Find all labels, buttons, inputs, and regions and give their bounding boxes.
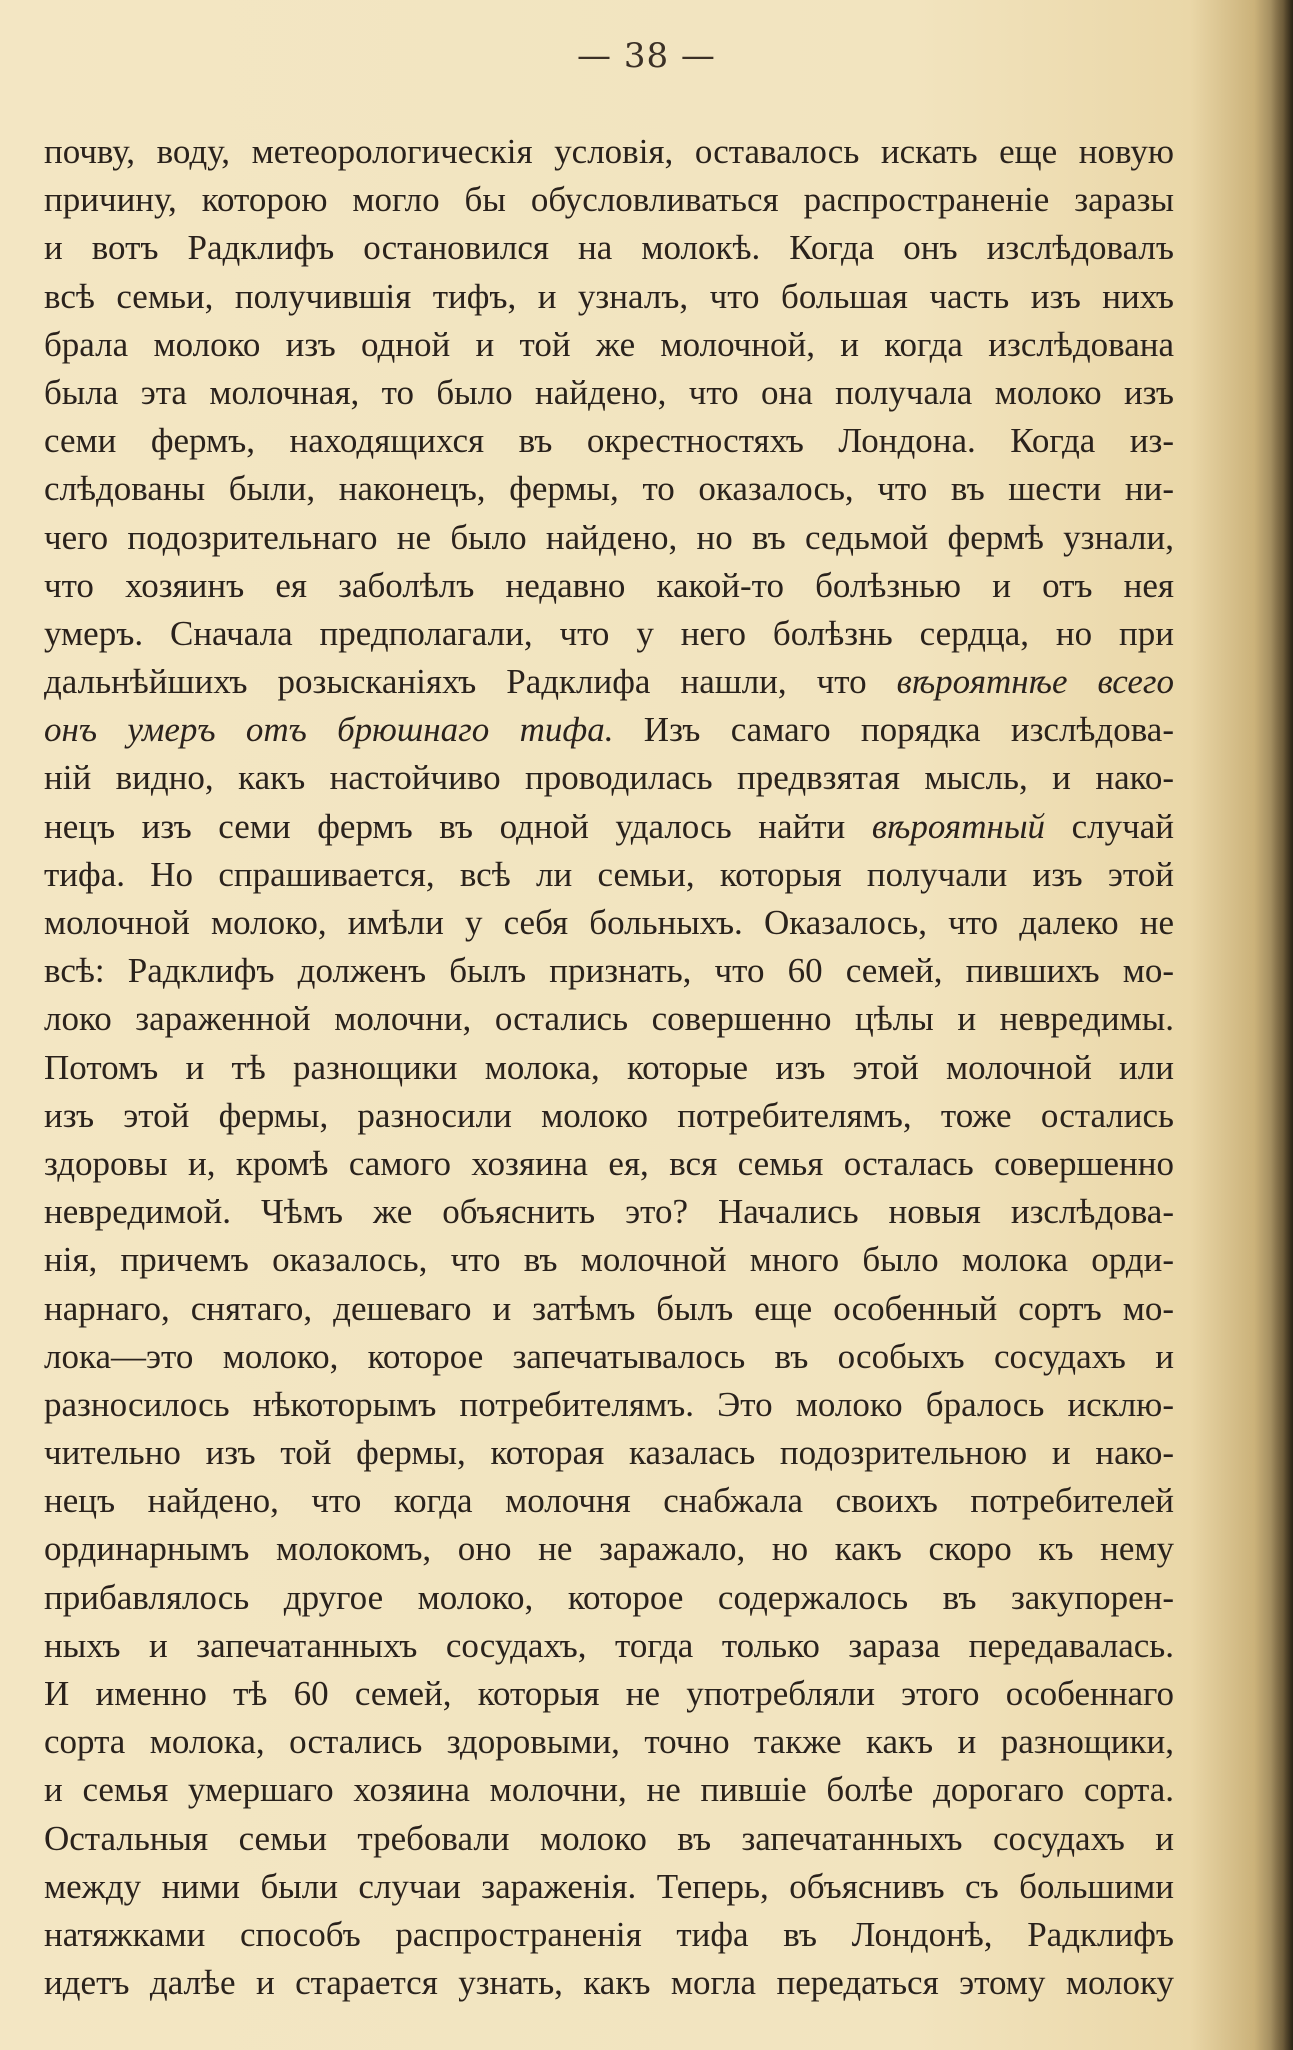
italic-text-segment: вѣроятный (871, 806, 1046, 846)
italic-text-segment: вѣроятнѣе всего (896, 662, 1175, 702)
text-segment: И именно тѣ 60 семей, которыя не употребляли этого особеннаго (44, 1674, 1174, 1713)
text-segment: ныхъ и запечатанныхъ сосудахъ, тогда только зараза передавалась. (44, 1625, 1174, 1665)
text-line (44, 1188, 1174, 1236)
text-segment: натяжками способъ распространенія тифа въ Лондонѣ, Радклифъ (44, 1914, 1174, 1954)
text-segment: и семья умершаго хозяина молочни, не пившіе болѣе дорогаго сорта. (44, 1770, 1174, 1810)
text-line (44, 1140, 1174, 1188)
text-segment: сорта молока, остались здоровыми, точно также какъ и разнощики, (44, 1722, 1174, 1762)
text-segment: нарнаго, снятаго, дешеваго и затѣмъ былъ еще особенный сортъ мо- (44, 1288, 1174, 1328)
text-segment: семи фермъ, находящихся въ окрестностяхъ Лондона. Когда из- (44, 421, 1174, 461)
text-segment: всѣ семьи, получившія тифъ, и узналъ, что большая часть изъ нихъ (44, 276, 1174, 316)
text-segment: ординарнымъ молокомъ, оно не заражало, но какъ скоро къ нему (44, 1529, 1174, 1569)
text-line (44, 1525, 1174, 1573)
text-segment: причину, которою могло бы обусловливаться распространеніе заразы (44, 180, 1174, 220)
text-line (44, 465, 1174, 513)
text-line (44, 1236, 1174, 1284)
text-line (44, 1574, 1174, 1622)
text-segment: Остальныя семьи требовали молоко въ запечатанныхъ сосудахъ и (44, 1818, 1174, 1858)
text-segment: чего подозрительнаго не было найдено, но въ седьмой фермѣ узнали, (44, 517, 1174, 557)
text-line (44, 1718, 1174, 1766)
text-line (44, 803, 1174, 851)
text-line (44, 1477, 1174, 1525)
text-segment: тифа. Но спрашивается, всѣ ли семьи, которыя получали изъ этой (44, 854, 1174, 894)
text-segment: идетъ далѣе и старается узнать, какъ могла передаться этому молоку (44, 1963, 1174, 2003)
text-line (44, 1911, 1174, 1959)
text-segment: всѣ: Радклифъ долженъ былъ признать, что 60 семей, пившихъ мо- (44, 951, 1174, 991)
text-line (44, 562, 1174, 610)
text-line (44, 658, 1174, 706)
text-line (44, 995, 1174, 1043)
text-line (44, 224, 1174, 272)
text-segment: ній видно, какъ настойчиво проводилась предвзятая мысль, и нако- (44, 758, 1174, 798)
page-number: — 38 — (577, 36, 716, 76)
text-segment: локо зараженной молочни, остались совершенно цѣлы и невредимы. (44, 999, 1174, 1039)
text-line (44, 1766, 1174, 1814)
text-segment: что хозяинъ ея заболѣлъ недавно какой-то болѣзнью и отъ нея (44, 565, 1174, 605)
text-segment: нецъ найдено, что когда молочня снабжала своихъ потребителей (44, 1481, 1174, 1521)
text-line (44, 1092, 1174, 1140)
text-line (44, 899, 1174, 947)
text-segment: дальнѣйшихъ розысканіяхъ Радклифа нашли, что (44, 662, 897, 702)
text-segment: невредимой. Чѣмъ же объяснить это? Начались новыя изслѣдова- (44, 1192, 1174, 1232)
text-line (44, 1959, 1174, 2007)
text-line (44, 321, 1174, 369)
italic-text-segment: онъ умеръ отъ брюшнаго тифа. (44, 710, 614, 750)
text-line (44, 128, 1174, 176)
text-line (44, 1381, 1174, 1429)
text-segment: чительно изъ той фермы, которая казалась подозрительною и нако- (44, 1433, 1174, 1473)
text-segment: нія, причемъ оказалось, что въ молочной много было молока орди- (44, 1240, 1174, 1280)
text-line (44, 1429, 1174, 1477)
text-line (44, 176, 1174, 224)
text-line (44, 1044, 1174, 1092)
text-line (44, 754, 1174, 802)
text-line (44, 851, 1174, 899)
text-line (44, 1622, 1174, 1670)
text-line (44, 417, 1174, 465)
text-segment: молочной молоко, имѣли у себя больныхъ. Оказалось, что далеко не (44, 903, 1174, 942)
text-line (44, 706, 1174, 754)
text-segment: изъ этой фермы, разносили молоко потребителямъ, тоже остались (44, 1095, 1174, 1135)
page-edge-shadow (1271, 0, 1293, 2050)
text-segment: и вотъ Радклифъ остановился на молокѣ. Когда онъ изслѣдовалъ (44, 228, 1174, 268)
text-segment: нецъ изъ семи фермъ въ одной удалось найти (44, 806, 872, 846)
text-segment: была эта молочная, то было найдено, что она получала молоко изъ (44, 372, 1174, 412)
text-line (44, 610, 1174, 658)
text-line (44, 947, 1174, 995)
text-segment: прибавлялось другое молоко, которое содержалось въ закупорен- (44, 1577, 1174, 1617)
text-segment: брала молоко изъ одной и той же молочной, и когда изслѣдована (44, 324, 1174, 364)
text-segment: умеръ. Сначала предполагали, что у него болѣзнь сердца, но при (44, 613, 1174, 653)
text-line (44, 1285, 1174, 1333)
text-line (44, 1670, 1174, 1718)
text-segment: Потомъ и тѣ разнощики молока, которые изъ этой молочной или (44, 1047, 1174, 1087)
text-segment: здоровы и, кромѣ самого хозяина ея, вся семья осталась совершенно (44, 1143, 1174, 1183)
text-line (44, 1863, 1174, 1911)
text-segment: почву, воду, метеорологическія условія, оставалось искать еще новую (44, 132, 1174, 171)
text-line (44, 1815, 1174, 1863)
text-segment: лока—это молоко, которое запечатывалось въ особыхъ сосудахъ и (44, 1336, 1174, 1376)
text-line (44, 273, 1174, 321)
text-segment: между ними были случаи зараженія. Теперь, объяснивъ съ большими (44, 1866, 1174, 1906)
text-segment: Изъ самаго порядка изслѣдова- (613, 710, 1174, 750)
text-segment: разносилось нѣкоторымъ потребителямъ. Это молоко бралось исклю- (44, 1384, 1174, 1424)
text-segment: слѣдованы были, наконецъ, фермы, то оказалось, что въ шести ни- (44, 469, 1174, 509)
text-segment: случай (1045, 806, 1174, 846)
body-text (44, 128, 1174, 2007)
text-line (44, 369, 1174, 417)
text-line (44, 514, 1174, 562)
text-line (44, 1333, 1174, 1381)
